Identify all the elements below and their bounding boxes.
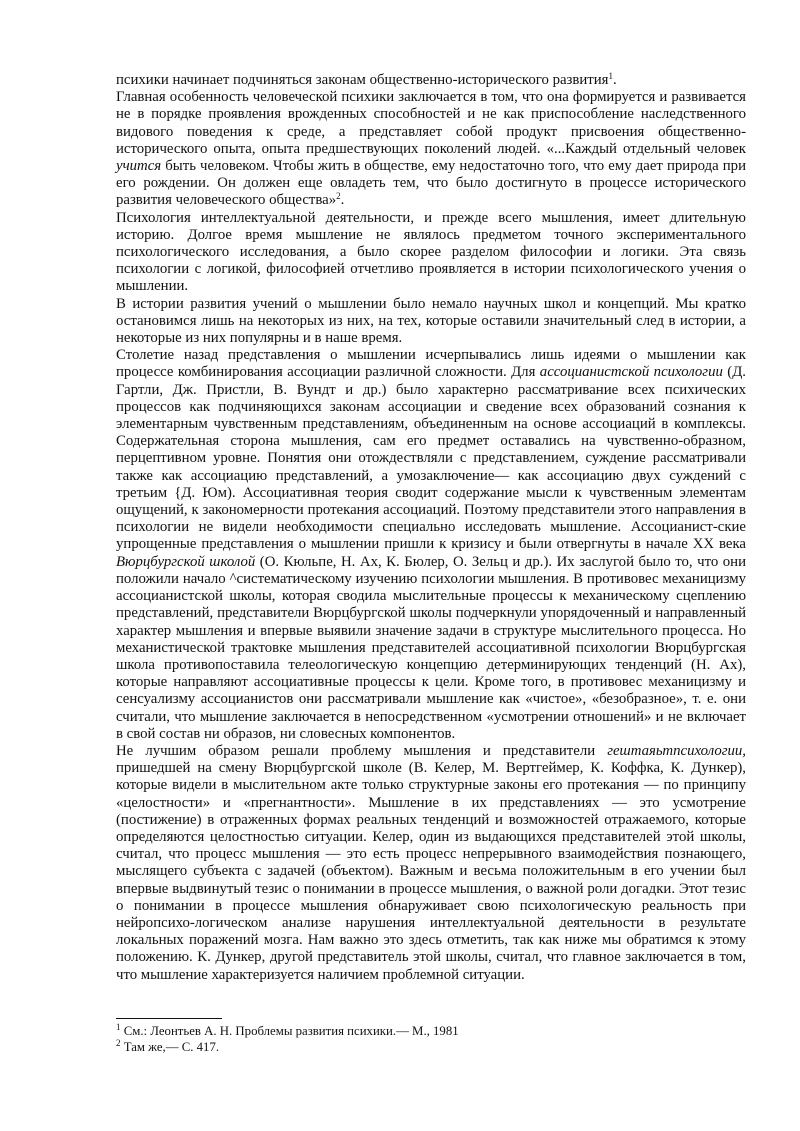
text-run: .: [340, 192, 345, 209]
paragraph: [116, 347, 746, 743]
text-run: .: [612, 72, 617, 88]
footnote-mark: 1: [116, 1022, 121, 1032]
footnote-separator: [116, 1018, 222, 1019]
text-run: В истории развития учений о мышлении было немало научных школ и концепций. Мы кратко остановимся лишь на некоторых из них, на тех, которые оставили значительный след в истории, а некоторые из них популярны и в наше время.: [116, 295, 746, 347]
text-run: Психология интеллектуальной деятельности, и прежде всего мышления, имеет длительную историю. Долгое время мышление не являлось предметом точного экспериментального психологического исследования, а было скорее разделом философии и логики. Эта связь психологии с логикой, философией отчетливо проявляется в истории психологического учения о мышлении.: [116, 209, 746, 295]
footnote: [116, 1039, 746, 1055]
footnote-mark: 2: [116, 1038, 121, 1048]
footnote-ref: 1: [608, 71, 613, 81]
footnotes: [116, 1018, 746, 1055]
text-run: Не лучшим образом решали проблему мышления и представители: [116, 742, 608, 759]
footnote: [116, 1023, 746, 1039]
text-run: быть человеком. Чтобы жить в обществе, ему недостаточно того, что ему дает природа при его рождении. Он должен еще овладеть тем, что было достигнуто в процессе исторического развития человеческого общества»: [116, 158, 746, 209]
text-run: пришедшей на смену Вюрцбургской школе (В. Келер, М. Вертгеймер, К. Коффка, К. Дункер), которые видели в мыслительном акте только структурные законы его протекания — по принципу «целостности» и «прегнантности». Мышление в их представлениях — это усмотрение (постижение) в отраженных формах реальных тенденций и возможностей отражаемого, которые определяются целостностью ситуации. Келер, один из выдающихся представителей этой школы, считал, что процесс мышления — это есть процесс непрерывного взаимодействия познающего, мыслящего субъекта с задачей (объектом). Важным и весьма положительным в его учении был впервые выдвинутый тезис о понимании в процессе мышления, о важной роли догадки. Этот тезис о понимании в процессе мышления обнаруживает свою психологическую реальность при нейропсихо-логическом анализе нарушения интеллектуальной деятельности в результате локальных поражений мозга. Нам важно это здесь отметить, так как ниже мы обратимся к этому положению. К. Дункер, другой представитель этой школы, считал, что главное заключается в том, что мышление характеризуется наличием проблемной ситуации.: [116, 760, 746, 983]
footnote-text: См.: Леонтьев А. Н. Проблемы развития психики.— М., 1981: [120, 1024, 459, 1038]
emphasis-text: ассоцианистской психологии: [539, 364, 723, 381]
paragraph: [116, 296, 746, 348]
footnote-ref: 2: [336, 191, 341, 202]
paragraph: [116, 89, 746, 209]
emphasis-text: Вюрцбургской школой: [116, 553, 256, 570]
paragraph: [116, 210, 746, 296]
text-run: Столетие назад представления о мышлении исчерпывались лишь идеями о мышлении как процессе комбинирования ассоциации различной сложности. Для: [116, 347, 746, 381]
paragraph: [116, 743, 746, 984]
text-run: Главная особенность человеческой психики заключается в том, что она формируется и развивается не в порядке проявления врожденных способностей и не как приспособление наследственного видового поведения к среде, а представляет собой продукт присвоения общественно-исторического опыта, опыта предшествующих поколений людей. «...Каждый отдельный человек: [116, 89, 746, 157]
footnote-text: Там же,— С. 417.: [120, 1040, 220, 1054]
text-run: (О. Кюльпе, Н. Ах, К. Бюлер, О. Зельц и др.). Их заслугой было то, что они положили начало ^систематическому изучению психологии мышления. В противовес механицизму ассоцианистской школы, которая сводила мыслительные процессы к механическому сцеплению представлений, представители Вюрцбургской школы подчеркнули упорядоченный и направленный характер мышления и впервые выявили значение задачи в структуре мыслительного процесса. Но механистической трактовке мышления представителей ассоциативной психологии Вюрцбургская школа противопоставила телеологическую концепцию детерминирующих тенденций (Н. Ах), которые направляют ассоциативные процессы к цели. Кроме того, в противовес механицизму и сенсуализму ассоцианистов они рассматривали мышление как «чистое», «безобразное», т. е. они считали, что мышление заключается в непосредственном «усмотрении отношений» и не включает в свой состав ни образов, ни словесных компонентов.: [116, 553, 746, 742]
emphasis-text: учится: [116, 158, 162, 175]
emphasis-text: гештаяьтпсихологии,: [607, 742, 746, 759]
text-run: (Д. Гартли, Дж. Пристли, В. Вундт и др.) было характерно рассматривание всех психических процессов как подчиняющихся законам ассоциации и сведение всех образований сознания к элементарным чувственным представлениям, объединенным на основе ассоциаций в комплексы. Содержательная сторона мышления, сам его предмет оставались на чувственно-образном, перцептивном уровне. Понятия они отождествляли с представлением, суждение рассматривали также как ассоциацию представлений, а умозаключение— как ассоциацию двух суждений с третьим {Д. Юм). Ассоциативная теория сводит содержание мысли к чувственным элементам ощущений, к закономерности протекания ассоциаций. Поэтому представители этого направления в психологии не видели необходимости специально исследовать мышление. Ассоцианист-ские упрощенные представления о мышлении пришли к кризису и были отвергнуты в начале XX века: [116, 364, 747, 553]
text-run: психики начинает подчиняться законам общественно-исторического развития: [116, 72, 609, 88]
document-body: [116, 72, 746, 984]
paragraph: [116, 72, 746, 89]
